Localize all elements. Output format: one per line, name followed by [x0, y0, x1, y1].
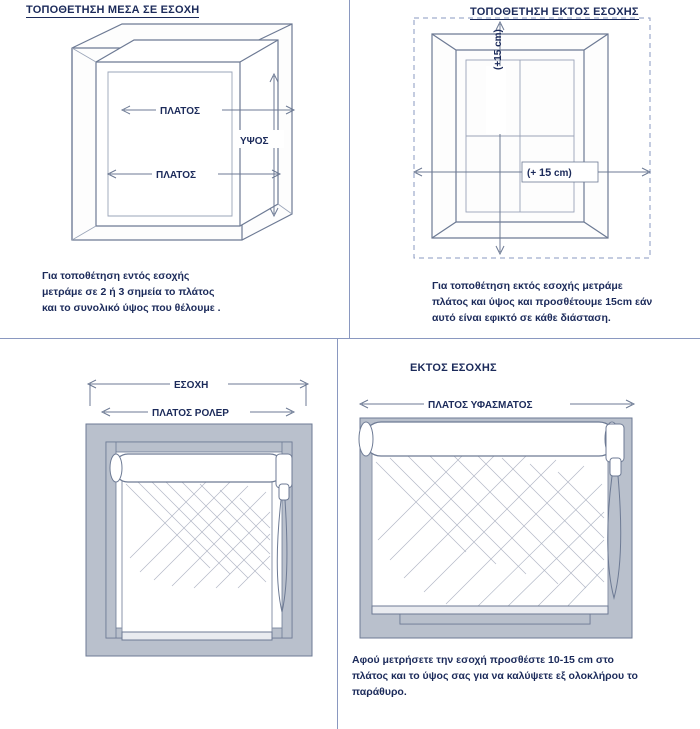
- label-h-suffix: cm): [551, 168, 572, 179]
- label-width-bottom: ΠΛΑΤΟΣ: [156, 170, 196, 181]
- label-width-top: ΠΛΑΤΟΣ: [160, 106, 200, 117]
- caption-inside-mount: Για τοποθέτηση εντός εσοχής μετράμε σε 2 ή 3 σημεία το πλάτος και το συνολικό ύψος που θέλουμε .: [42, 270, 221, 314]
- label-h-prefix: (+: [527, 168, 539, 179]
- panel-roller-outside-recess: [346, 382, 656, 652]
- heading-outside-recess-text: ΕΚΤΟΣ ΕΣΟΧΗΣ: [410, 362, 497, 374]
- heading-inside-mount: [26, 4, 199, 16]
- panel-outside-mount: [400, 10, 685, 265]
- label-roller-width: ΠΛΑΤΟΣ ΡΟΛΕΡ: [152, 408, 229, 419]
- panel-roller-inside-recess: [70, 366, 335, 666]
- vertical-divider-bottom: [337, 339, 338, 729]
- caption-outside-mount: Για τοποθέτηση εκτός εσοχής μετράμε πλάτος και ύψος και προσθέτουμε 15cm εάν αυτό είναι εφικτό σε κάθε διάσταση.: [432, 280, 653, 324]
- vertical-divider-top: [349, 0, 350, 338]
- heading-inside-mount-text: ΤΟΠΟΘΕΤΗΣΗ ΜΕΣΑ ΣΕ ΕΣΟΧΗ: [26, 4, 200, 16]
- label-h-value: 15: [538, 167, 552, 179]
- heading-outside-recess: [410, 362, 497, 374]
- label-height: ΥΨΟΣ: [240, 136, 269, 147]
- horizontal-divider: [0, 338, 700, 339]
- label-fabric-width: ΠΛΑΤΟΣ ΥΦΑΣΜΑΤΟΣ: [428, 400, 533, 411]
- svg-text:(+ 15 cm): [527, 167, 572, 179]
- label-vertical-plus15: (+15 cm): [493, 29, 504, 70]
- heading-outside-mount-text: ΤΟΠΟΘΕΤΗΣΗ ΕΚΤΟΣ ΕΣΟΧΗΣ: [470, 6, 639, 18]
- caption-bottom-instruction: Αφού μετρήσετε την εσοχή προσθέστε 10-15 cm στο πλάτος και το ύψος σας για να καλύψετε εξ ολοκλήρου το παράθυρο.: [352, 654, 638, 698]
- label-recess: ΕΣΟΧΗ: [174, 380, 209, 391]
- label-horizontal-plus15: [522, 162, 598, 182]
- panel-inside-mount: [60, 18, 340, 258]
